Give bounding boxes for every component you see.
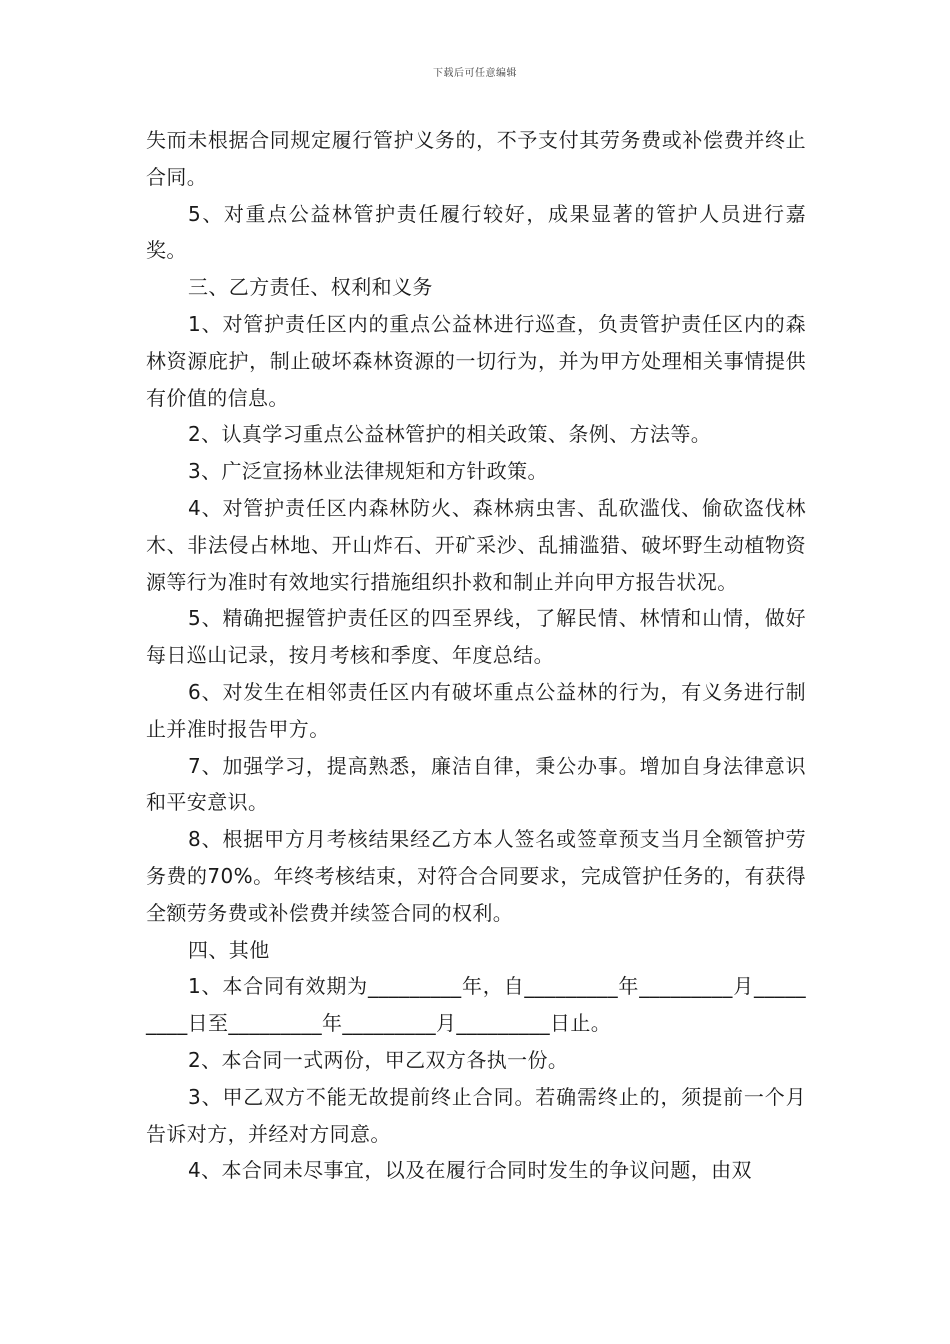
paragraph: 7、加强学习，提高熟悉，廉洁自律，秉公办事。增加自身法律意识和平安意识。 [146,753,806,815]
paragraph: 4、本合同未尽事宜，以及在履行合同时发生的争议问题，由双 [188,1158,752,1183]
section-heading: 四、其他 [188,937,270,962]
paragraph: 2、本合同一式两份，甲乙双方各执一份。 [188,1047,569,1072]
paragraph: 1、本合同有效期为_________年，自_________年_________月_________日至_________年_________月_________日止。 [146,974,806,1036]
paragraph: 4、对管护责任区内森林防火、森林病虫害、乱砍滥伐、偷砍盗伐林木、非法侵占林地、开山炸石、开矿采沙、乱捕滥猎、破坏野生动植物资源等行为准时有效地实行措施组织扑救和制止并向甲方报告状况。 [146,495,806,594]
paragraph: 8、根据甲方月考核结果经乙方本人签名或签章预支当月全额管护劳务费的70%。年终考核结束，对符合合同要求，完成管护任务的，有获得全额劳务费或补偿费并续签合同的权利。 [146,827,806,925]
header-note: 下载后可任意编辑 [433,68,517,79]
paragraph: 6、对发生在相邻责任区内有破坏重点公益林的行为，有义务进行制止并准时报告甲方。 [146,679,806,741]
paragraph: 3、甲乙双方不能无故提前终止合同。若确需终止的，须提前一个月告诉对方，并经对方同意。 [146,1084,806,1146]
paragraph: 2、认真学习重点公益林管护的相关政策、条例、方法等。 [188,422,712,447]
paragraph: 5、精确把握管护责任区的四至界线，了解民情、林情和山情，做好每日巡山记录，按月考核和季度、年度总结。 [146,606,806,668]
document-body [146,122,806,1189]
paragraph: 3、广泛宣扬林业法律规矩和方针政策。 [188,459,548,484]
paragraph: 5、对重点公益林管护责任履行较好，成果显著的管护人员进行嘉奖。 [146,201,806,263]
section-heading: 三、乙方责任、权利和义务 [188,275,433,300]
paragraph: 1、对管护责任区内的重点公益林进行巡查，负责管护责任区内的森林资源庇护，制止破坏森林资源的一切行为，并为甲方处理相关事情提供有价值的信息。 [146,311,806,410]
paragraph: 失而未根据合同规定履行管护义务的，不予支付其劳务费或补偿费并终止合同。 [146,128,806,189]
